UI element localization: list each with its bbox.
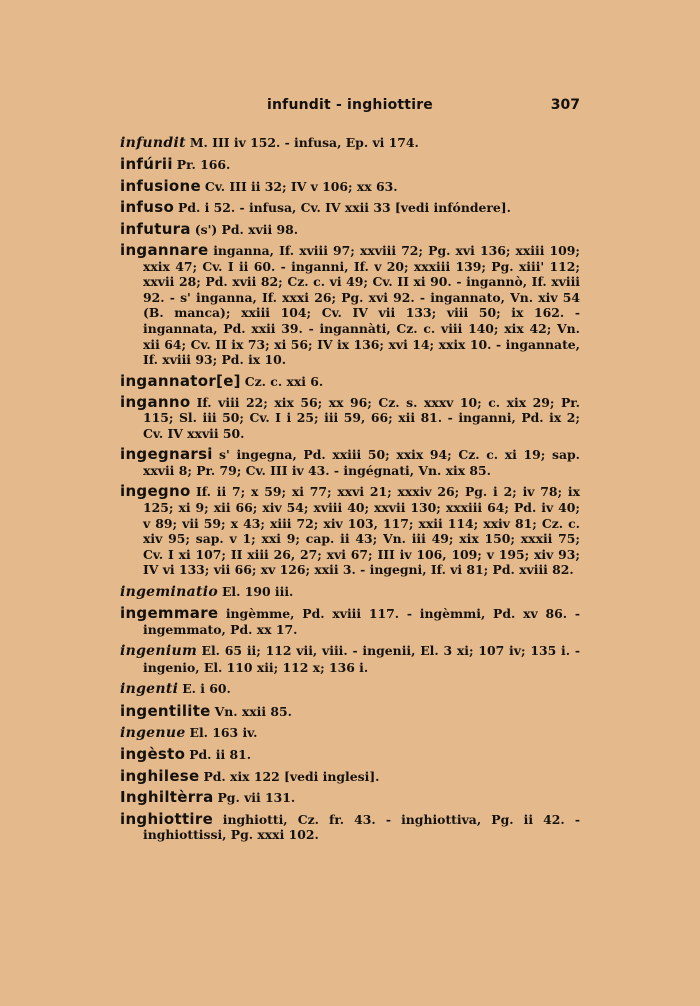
- page-number: 307: [550, 97, 580, 113]
- entry-text: If. ii 7; x 59; xi 77; xxvi 21; xxxiv 26; Pg. i 2; iv 78; ix 125; xi 9; xii 66; xiv 54; xviii 40; xxvii 130; xxxiii 64; Pd. iv 40; v 89; vii 59; x 43; xiii 72; xiv 103, 117; xxii 114; xxiv 81; Cz. c. xiv 95; sap. v 1; xxi 9; cap. ii 43; Vn. iii 49; xix 150; xxxii 75; Cv. I xi 107; II xiii 26, 27; xvi 67; III iv 106, 109; v 195; xiv 93; IV vi 133; vii 66; xv 126; xxii 3. - ingegni, If. vi 81; Pd. xviii 82.: [143, 484, 580, 578]
- headword: ingenue: [120, 724, 186, 741]
- headword: ingegnarsi: [120, 445, 213, 464]
- entry-text: Pd. ii 81.: [189, 747, 252, 763]
- entry-text: Pg. vii 131.: [217, 790, 296, 806]
- entry-text: s' ingegna, Pd. xxiii 50; xxix 94; Cz. c. xi 19; sap. xxvii 8; Pr. 79; Cv. III iv 43. - ingégnati, Vn. xix 85.: [143, 447, 580, 479]
- headword: ingeminatio: [120, 583, 218, 600]
- entry-inghilterra: [120, 790, 580, 806]
- headword: ingegno: [120, 482, 191, 501]
- headword: Inghiltèrra: [120, 788, 214, 807]
- entry-text: Vn. xxii 85.: [214, 703, 292, 719]
- entry-ingenti: [120, 681, 580, 698]
- entry-text: El. 190 iii.: [221, 583, 294, 599]
- entry-text: M. III iv 152. - infusa, Ep. vi 174.: [189, 135, 419, 150]
- entry-ingemmare: [120, 606, 580, 637]
- headword: infuso: [120, 198, 175, 217]
- headword: ingannare: [120, 240, 209, 259]
- entry-ingentilite: [120, 701, 580, 720]
- entry-text: If. viii 22; xix 56; xx 96; Cz. s. xxxv 10; c. xix 29; Pr. 115; Sl. iii 50; Cv. I i 25; iii 59, 66; xii 81. - inganni, Pd. ix 2; Cv. IV xxvii 50.: [143, 394, 580, 442]
- entry-text: El. 163 iv.: [189, 724, 258, 740]
- headword: ingenium: [120, 643, 198, 660]
- entry-text: Cv. III ii 32; IV v 106; xx 63.: [204, 178, 398, 194]
- entry-text: Cz. c. xxi 6.: [244, 373, 324, 389]
- headword: infutura: [120, 219, 191, 238]
- entry-infurii: [120, 157, 580, 173]
- entry-ingannare: [120, 240, 580, 368]
- page-header: [120, 97, 580, 117]
- dictionary-entries: [120, 135, 580, 849]
- headword: inghiottire: [120, 809, 214, 828]
- entry-text: (s') Pd. xvii 98.: [194, 221, 299, 237]
- entry-ingannatore: [120, 371, 580, 390]
- entry-text: Pr. 166.: [176, 157, 231, 173]
- headword: ingemmare: [120, 604, 219, 623]
- entry-inganno: [120, 392, 580, 442]
- entry-text: ingèmme, Pd. xviii 117. - ingèmmi, Pd. xv 86. - ingemmato, Pd. xx 17.: [143, 606, 580, 637]
- entry-ingegnarsi: [120, 447, 580, 478]
- headword: inganno: [120, 392, 191, 411]
- entry-infusione: [120, 176, 580, 195]
- entry-inghiottire: [120, 809, 580, 843]
- headword: inghilese: [120, 766, 200, 785]
- headword: infusione: [120, 176, 201, 195]
- entry-infundit: [120, 135, 580, 152]
- entry-text: inghiotti, Cz. fr. 43. - inghiottiva, Pg. ii 42. - inghiottissi, Pg. xxxi 102.: [143, 811, 580, 843]
- entry-infuso: [120, 200, 580, 216]
- headword: infundit: [120, 135, 186, 151]
- entry-infutura: [120, 219, 580, 238]
- headword: ingannator[e]: [120, 371, 241, 390]
- headword: ingentilite: [120, 701, 211, 720]
- running-head: infundit - inghiottire: [266, 97, 433, 113]
- entry-ingeminatio: [120, 584, 580, 601]
- entry-ingenue: [120, 725, 580, 742]
- entry-inghilese: [120, 766, 580, 785]
- entry-text: Pd. i 52. - infusa, Cv. IV xxii 33 [vedi infóndere].: [178, 200, 511, 216]
- headword: ingenti: [120, 681, 179, 698]
- entry-ingesto: [120, 747, 580, 763]
- headword: ingèsto: [120, 745, 186, 764]
- headword: infúrii: [120, 155, 173, 174]
- entry-text: inganna, If. xviii 97; xxviii 72; Pg. xvi 136; xxiii 109; xxix 47; Cv. I ii 60. - inganni, If. v 20; xxxiii 139; Pg. xiii' 112; xxvii 28; Pd. xvii 82; Cz. c. vi 49; Cv. II xi 90. - ingannò, If. xviii 92. - s' inganna, If. xxxi 26; Pg. xvi 92. - ingannato, Vn. xiv 54 (B. manca); xxiii 104; Cv. IV vii 133; viii 50; ix 162. - ingannata, Pd. xxii 39. - ingannàti, Cz. c. viii 140; xix 42; Vn. xii 64; Cv. II ix 73; xi 56; IV ix 136; xvi 14; xxix 10. - ingannate, If. xviii 93; Pd. ix 10.: [143, 242, 580, 368]
- entry-text: Pd. xix 122 [vedi inglesi].: [203, 768, 380, 784]
- entry-text: E. i 60.: [182, 681, 231, 697]
- entry-ingegno: [120, 484, 580, 578]
- entry-text: El. 65 ii; 112 vii, viii. - ingenii, El. 3 xi; 107 iv; 135 i. - ingenio, El. 110 xii; 112 x; 136 i.: [143, 643, 580, 675]
- entry-ingenium: [120, 643, 580, 675]
